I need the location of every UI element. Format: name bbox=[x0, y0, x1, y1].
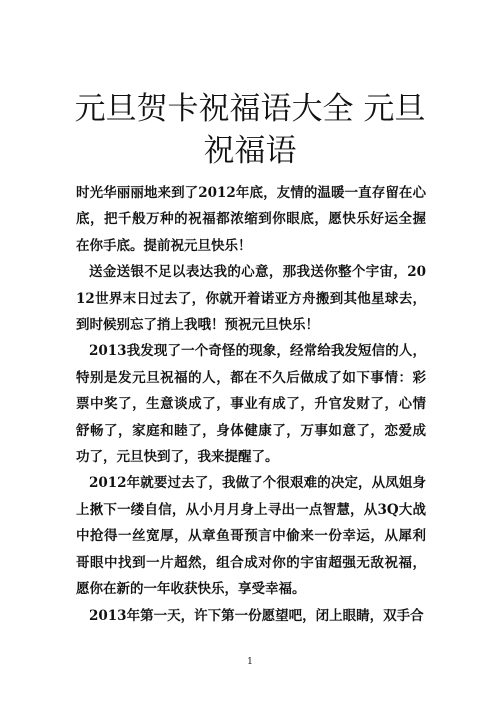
page-number: 1 bbox=[247, 657, 253, 667]
paragraph-2: 送金送银不足以表达我的心意，那我送你整个宇宙，2012世界末日过去了，你就开着诺亚方舟搬到其他星球去，到时候别忘了捎上我哦！预祝元旦快乐！ bbox=[76, 264, 426, 334]
document-body bbox=[76, 180, 426, 629]
document-title: 元旦贺卡祝福语大全 元旦祝福语 bbox=[74, 91, 426, 169]
paragraph-5: 2013年第一天，许下第一份愿望吧，闭上眼睛，双手合 bbox=[89, 607, 424, 624]
paragraph-3: 2013我发现了一个奇怪的现象，经常给我发短信的人，特别是发元旦祝福的人，都在不久后做成了如下事情：彩票中奖了，生意谈成了，事业有成了，升官发财了，心情舒畅了，家庭和睦了，身体健康了，万事如意了，恋爱成功了，元旦快到了，我来提醒了。 bbox=[76, 343, 426, 466]
paragraph-1: 时光华丽丽地来到了2012年底，友情的温暖一直存留在心底，把千般万种的祝福都浓缩到你眼底，愿快乐好运全握在你手底。提前祝元旦快乐！ bbox=[76, 185, 426, 254]
paragraph-4: 2012年就要过去了，我做了个很艰难的决定，从凤姐身上揪下一缕自信，从小月月身上寻出一点智慧，从3Q大战中抢得一丝宽厚，从章鱼哥预言中偷来一份幸运，从犀利哥眼中找到一片超然，组合成对你的宇宙超强无敌祝福，愿你在新的一年收获快乐，享受幸福。 bbox=[76, 475, 426, 598]
